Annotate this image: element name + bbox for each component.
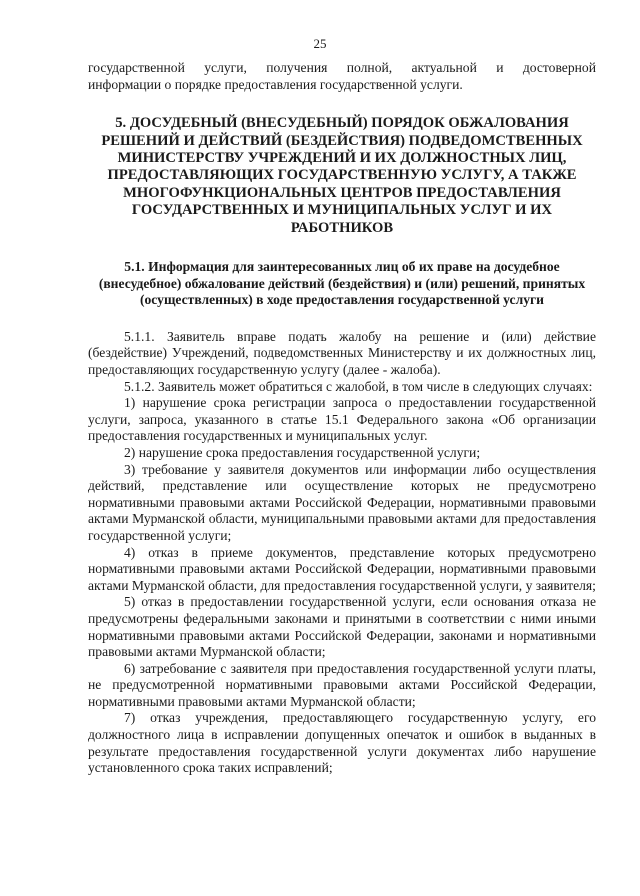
lead-text xyxy=(88,60,596,93)
lead-line: информации о порядке предоставления государственной услуги. xyxy=(88,76,463,92)
page-content xyxy=(88,60,596,777)
list-item: 1) нарушение срока регистрации запроса о предоставлении государственной услуги, запроса, указанного в статье 15.1 Федерального закона «Об организации предоставления государственных и муниципальных услуг. xyxy=(88,395,596,444)
list-item: 4) отказ в приеме документов, представление которых предусмотрено нормативными правовыми актами Российской Федерации, нормативными правовыми актами Мурманской области, для предоставления государственной услуги, у заявителя; xyxy=(88,544,596,593)
list-item: 6) затребование с заявителя при предоставления государственной услуги платы, не предусмотренной нормативными правовыми актами Российской Федерации, нормативными правовыми актами Мурманской области; xyxy=(88,660,596,709)
list-item: 7) отказ учреждения, предоставляющего государственную услугу, его должностного лица в исправлении допущенных опечаток и ошибок в выданных в результате предоставления государственной услуги документах либо нарушение установленного срока таких исправлений; xyxy=(88,710,596,776)
subsection-heading: 5.1. Информация для заинтересованных лиц об их праве на досудебное (внесудебное) обжалование действий (бездействия) и (или) решений, принятых (осуществленных) в ходе предоставления государственной услуги xyxy=(98,259,586,308)
list-item: 5) отказ в предоставлении государственной услуги, если основания отказа не предусмотрены федеральными законами и принятыми в соответствии с ними иными нормативными правовыми актами Российской Федерации, законами и нормативными правовыми актами Мурманской области; xyxy=(88,594,596,660)
section-heading: 5. ДОСУДЕБНЫЙ (ВНЕСУДЕБНЫЙ) ПОРЯДОК ОБЖАЛОВАНИЯ РЕШЕНИЙ И ДЕЙСТВИЙ (БЕЗДЕЙСТВИЯ) ПОДВЕДОМСТВЕННЫХ МИНИСТЕРСТВУ УЧРЕЖДЕНИЙ И ИХ ДОЛЖНОСТНЫХ ЛИЦ, ПРЕДОСТАВЛЯЮЩИХ ГОСУДАРСТВЕННУЮ УСЛУГУ, А ТАКЖЕ МНОГОФУНКЦИОНАЛЬНЫХ ЦЕНТРОВ ПРЕДОСТАВЛЕНИЯ ГОСУДАРСТВЕННЫХ И МУНИЦИПАЛЬНЫХ УСЛУГ И ИХ РАБОТНИКОВ xyxy=(101,115,583,236)
body-text xyxy=(88,329,596,777)
paragraph: 5.1.1. Заявитель вправе подать жалобу на решение и (или) действие (бездействие) Учреждений, подведомственных Министерству и их должностных лиц, предоставляющих государственную услугу (далее - жалоба). xyxy=(88,328,596,377)
page-number: 25 xyxy=(313,36,327,51)
lead-line: государственной услуги, получения полной, актуальной и достоверной xyxy=(88,60,596,75)
list-item: 2) нарушение срока предоставления государственной услуги; xyxy=(124,444,481,460)
paragraph: 5.1.2. Заявитель может обратиться с жалобой, в том числе в следующих случаях: xyxy=(124,378,593,394)
list-item: 3) требование у заявителя документов или информации либо осуществления действий, представление или осуществление которых не предусмотрено нормативными правовыми актами Российской Федерации, нормативными правовыми актами Мурманской области, муниципальными правовыми актами для предоставления государственной услуги; xyxy=(88,461,596,543)
